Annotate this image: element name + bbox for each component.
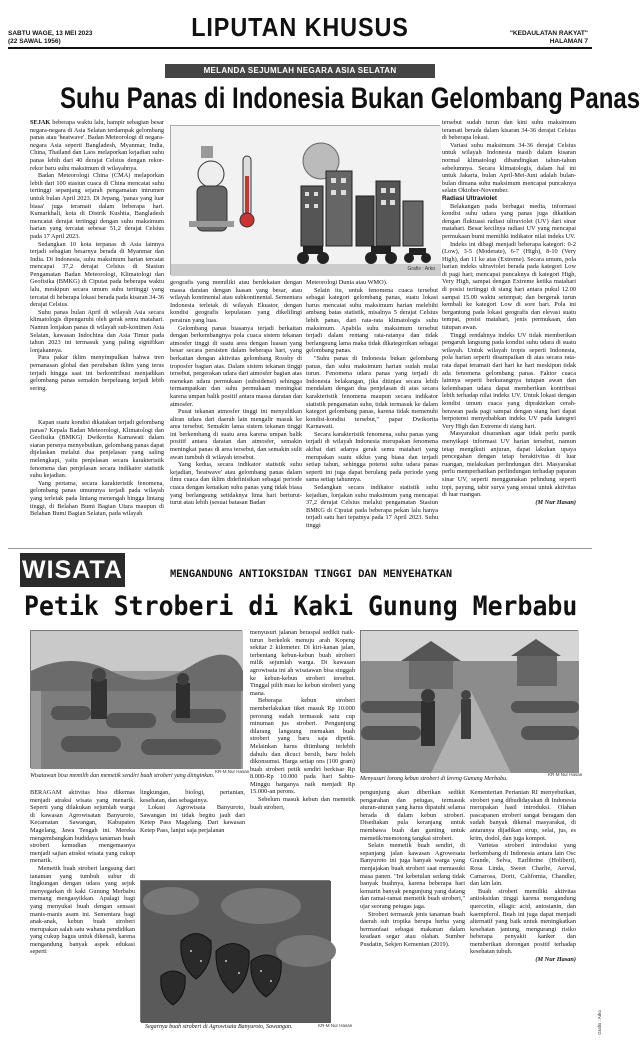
article2-col2-para-1: lingkungan, biologi, pertanian, kesehatan, dan sebagainya.	[140, 789, 245, 804]
article2-col3-para-2: Beberapa kebun stroberi memberlakukan tiket masuk Rp 10.000 perorang sudah termasuk satu cup minuman jus stroberi. Pengunjung dilarang langsung memakan buah stroberi yang baru saja dipetik. Melainkan harus ditimbang terlebih dahulu dan dicuci bersih, baru boleh dikonsumsi. Harga setiap ons (100 gram) buah stroberi petik sendiri berkisar Rp 8.000-Rp 10.000 pada hari Sabtu-Minggu harganya naik menjadi Rp 15.000-an perons.	[250, 697, 355, 796]
article1-col3-para-2: Selain itu, untuk fenomena cuaca tersebut sebagai kategori gelombang panas, suatu lokasi harus mencatat suhu maksimum harian melebihi ambang batas statistik, misalnya 5 derajat Celsius lebih panas, dari rata-rata klimatologis suhu maksimum. Apabila suhu maksimum tersebut terjadi dalam rentang rata-ratanya dan tidak berlangsung lama maka tidak dikategorikan sebagai gelombang panas.	[306, 286, 438, 355]
article1-column-2	[170, 279, 302, 541]
article2-col4-para-1: pengunjung akan diberikan sedikit pengarahan dan petugas, termasuk aturan-aturan yang harus dipatuhi selama berada di dalam kebun stroberi. Disediakan pula keranjang untuk membawa buah dan gunting untuk memetik/memotong tangkai stroberi.	[360, 789, 465, 842]
article1-col4-para-5: Tinggi rendahnya indeks UV tidak memberikan pengaruh langsung pada kondisi suhu udara di suatu wilayah. Untuk wilayah tropis seperti Indonesia, pola harian seperti disampaikan di atas secara rata-rata dapat teramati dari hari ke hari meskipun tidak ada fenomena gelombang panas. Faktor cuaca lainnya seperti berkurangnya tutupan awan dan kelembapan udara dapat memberikan kontribusi lebih terhadap nilai indeks UV. Untuk lokasi dengan kondisi umum cuaca yang dipraktekan cerah-berawan pada pagi sampai dengan siang hari dapat berpotensi menyebabkan indeks UV pada kategori Very High dan Extreme di siang hari.	[442, 331, 576, 430]
wisata-section-label: WISATA	[20, 553, 125, 587]
article2-kicker: MENGANDUNG ANTIOKSIDAN TINGGI DAN MENYEHATKAN	[170, 569, 453, 581]
photo-picking-icon	[31, 631, 243, 769]
article2-col4-para-3: Stroberi termasuk jenis tanaman buah daerah sub tropika berupa herba yang bermanfaat sebagai makanan dalam keadaan segar atau olahan. Sumber Pusdatin, Sekjen Kementan (2019).	[360, 910, 465, 948]
article2-col2-para-2: Lokasi Agrowisata Banyuroto, Sawangan ini tidak begitu jauh dari Ketep Pass Magelang. Dari kawasan Ketep Pass, lanjut saja perjalanan	[140, 804, 245, 834]
article1-column-1	[30, 119, 164, 419]
side-graphic-credit: Grafis : Arko	[597, 1010, 602, 1035]
article2-column-4	[360, 789, 465, 1034]
article1-col3-para-5: Sedangkan secara indikator statistik suhu kejadian, lonjakan suhu maksimum yang mencapai 37,2 derajat Celsius melalui pengamatan Stasiun BMKG di Ciputat pada beberapa pekan lalu hanya terjadi satu hari tepatnya pada 17 April 2023. Suhu tinggi	[306, 484, 438, 529]
article2-col4-para-2: Selain memetik buah sendiri, di sepanjang jalan kawasan Agrowesata Banyuroto ini juga banyak warga yang menjajakan buah stroberi saat memasuki masa panen. "Ini kebetulan sedang tidak banyak buahnya, karena beberapa hari kemarin banyak pengunjung yang datang dan ramai-ramai memetik buah stroberi," ujar seorang petugas jaga.	[360, 842, 465, 910]
paper-name: "KEDAULATAN RAKYAT"	[509, 30, 588, 37]
article1-col4-para-1: tersebut sudah turun dan kini suhu maksimum teramati berada dalam kisaran 34-36 derajat Celsius di beberapa lokasi.	[442, 119, 576, 142]
article2-col1-para-2: Memetik buah stroberi langsung dari tanaman yang tumbuh subur di lingkungan dengan udara yang sejuk menyegarkan di kaki Gunung Merbabu memang mengasyikkan. Apalagi bagi yang menyukai buah dengan sensasi manis-manis asam ini. Sementara bagi anak-anak, kebun buah stroberi merupakan salah satu wahana pendidikan yang cukup bagus untuk dikenali, karena mengandung banyak aspek edukasi seperti	[30, 864, 135, 956]
photo3-credit: KR-M Nur Hasan	[318, 1023, 353, 1028]
article1-col3-para-4: Secara karakteristik fenomena, suhu panas yang terjadi di wilayah Indonesia merupakan fenomena akibat dari adanya gerak semu matahari yang merupakan suatu siklus yang biasa dan terjadi setiap tahun, sehingga potensi suhu udara panas seperti ini juga dapat berulang pada periode yang sama setiap tahunnya.	[306, 430, 438, 484]
article1-col1-para-2: Badan Meteorologi China (CMA) melaporkan lebih dari 100 stasiun cuaca di China mencatat suhu tertinggi sepanjang sejarah pengamatan intrumen untuk bulan April 2023. Di Jepang, 'panas yang luar biasa' juga teramati dalam beberapa hari. Kumarkhali, kota di Distrik Kushtia, Bangladesh mencatat derajat tertinggi dengan suhu maksimum harian yang tercatat sebesar 51,2 derajat Celsius pada 17 April 2023.	[30, 172, 164, 240]
article1-illustration	[170, 125, 440, 275]
article1-col2-para-3: Pusat tekanan atmosfer tinggi ini menyulitkan aliran udara dari daerah lain mengalir masuk ke area tersebut. Semakin lama sistem tekanan tinggi ini berkembang di suatu area karena umpan balik positif antara daratan dan atmosfer, semakin meningkat panas di area tersebut, dan semakin sulit awan tumbuh di wilayah tersebut.	[170, 408, 302, 461]
photo1-credit: KR-M Nur Hasan	[215, 769, 250, 774]
article1-col1-para-6: Kapan suatu kondisi dikatakan terjadi gelombang panas? Kepala Badan Meteorologi, Klimatologi dan Geofisika (BMKG) Dwikorita Karnawati dalam siaran persnya menyebutkan, gelombang panas dapat dijelaskan melalui dua penjelasan yang saling melengkapi, yaitu penjelasan secara karakteristik fenomena dan penjelasan secara indikator statistik suhu kejadian.	[30, 419, 164, 480]
article1-col4-para-6: Masyarakat disarankan agar tidak perlu panik menyikapi informasi UV harian tersebut, namun tetap mengikuti anjuran, dapat lakukan upaya pencegahan dengan tetap beraktivitas di luar ruangan, melakukan perlindungan diri. Masyarakat perlu memperhatikan perlindungan terhadap paparan sinar UV, seperti menggunakan pelindung seperti topi, payung, tabir surya yang sesuai untuk aktivitas di luar ruangan.	[442, 430, 576, 499]
photo-strawberries	[140, 880, 330, 1022]
article2-col1-para-1: BERAGAM aktivitas bisa dikemas menjadi atraksi wisata yang menarik. Seperti yang dilakukan sejumlah warga di kawasan Agrowisatan Banyuroto, Kecamatan Sawangan, Kabupaten Magelang, Jawa Tengah ini. Mereka mengembangkan budidaya tanaman buah stroberi kemudian mengemasnya menjadi sajian atraksi wisata yang cukup menarik.	[30, 789, 135, 865]
illustration-credit: Grafis : Arko	[407, 266, 435, 272]
article1-column-4	[442, 119, 576, 541]
article2-column-1	[30, 789, 135, 1044]
article1-col3-para-3: "Suhu panas di Indonesia bukan gelombang panas, dan suhu maksimum harian sudah mulai turun. Fenomena udara panas yang terjadi di Indonesia belakangan, jika ditinjau secara lebih mendalam dengan dua penjelasan di atas secara karakteristik fenomena maupun secara indikator statistik pengamatan suhu, tidak termasuk ke dalam kategori gelombang panas, karena tidak memenuhi kondisi-kondisi tersebut," papar Dwikorita Karnawati.	[306, 354, 438, 431]
article2-byline: (M Nur Hasan)	[535, 956, 576, 964]
article1-col4-para-4: Indeks ini dibagi menjadi beberapa kategori: 0-2 (Low), 3-5 (Moderate), 6-7 (High), 8-10 (Very High), dan 11 ke atas (Extreme). Secara umum, pola harian indeks ultraviolet berada pada kategori Low di pagi hari; mencapai puncaknya di kategori High, Very High, sampai dengan Extreme ketika matahari di posisi tertinggi di siang hari antara pukul 12.00 sampai 15.00 waktu setempat; dan bergerak turun kembali ke kategori Low di sore hari. Pola ini bergantung pada lokasi geografis dan elevasi suatu tempat, posisi matahari, jenis permukaan, dan tutupan awan.	[442, 240, 576, 332]
article1-col4-para-3: Belakangan pada berbagai media, informasi kondisi suhu udara yang panas juga dikaitkan dengan fluktuasi radiasi ultraviolet (UV) dari sinar matahari. Besar kecilnya radiasi UV yang mencapai permukaan bumi memiliki indikator nilai indeks UV.	[442, 202, 576, 240]
photo-strawberry-picking	[30, 630, 242, 768]
article1-col4-para-2: Variasi suhu maksimum 34-36 derajat Celsius untuk wilayah Indonesia masih dalam kisaran normal klimatologi dibandingkan tahun-tahun sebelumnya. Secara klimatologis, dalam hal ini untuk Jakarta, bulan April-Mei-Juni adalah bulan-bulan dimana suhu maksimum mencapai puncaknya selain Oktober-November.	[442, 141, 576, 195]
masthead-rule	[8, 47, 592, 49]
hijri-date: (22 SAWAL 1956)	[8, 38, 61, 45]
article2-column-3	[250, 629, 355, 874]
article1-col1-text-1: beberapa waktu lalu, hampir sebagian besar negara-negara di Asia Selatan terdampak gelombang panas atau 'heatwave'. Badan Meteorologi di negara-negara Asia seperti Bangladesh, Myanmar, India, China, Thailand dan Laos melaporkan kejadian suhu panas lebih dari 40 derajat Celsius dengan rekor-rekor baru suhu maksimum di wilayahnya.	[30, 119, 164, 172]
photo-lane-icon	[361, 631, 579, 773]
article1-col2-para-1: geografis yang memiliki atau berdekatan dengan massa daratan dengan luasan yang besar, atau wilayah kontinental atau subkontinental. Sementara Indonesia terletak di wilayah Ekuator, dengan kondisi geografis kepulauan yang dikelilingi perairan yang luas.	[170, 279, 302, 324]
photo2-credit: KR-M Nur Hasan	[548, 772, 583, 777]
article2-column-2	[140, 789, 245, 875]
article2-col3-para-1: menyusuri jalanan beraspal sedikit naik-turun berkelok menuju arah Kopeng sekitar 2 kilometer. Di kiri-kanan jalan, terbentang kebun-kebun buah stroberi milik sejumlah warga. Di kawasan agrowisata ini ah wisatawan bisa singgah ke kebun-kebun stroberi tersebut. Tinggal pilih mau ke kebun stroberi yang mana.	[250, 629, 355, 697]
article2-col5-para-1: Kementerian Pertanian RI menyebutkan, stroberi yang dibudidayakan di Indonesia merupakan hasil introduksi. Olahan pascapanen stroberi sangat beragam dan sudah banyak dikenal masyarakat, di antaranya dijadikan sirup, selai, jus, es krim, dodol, dan juga kompot.	[470, 789, 576, 842]
article2-col5-para-3: Buah stroberi memiliki aktivitas antioksidan tinggi karena mengandung quercetin, ellagic acid, antosianin, dan kaempferol. Buah ini juga dapat menjadi alternatif yang baik untuk meningkatkan kesehatan jantung, mengurangi risiko beberapa penyakit kanker dan memberikan dorongan positif terhadap kesehatan tubuh.	[470, 887, 576, 956]
article2-column-5	[470, 789, 576, 1034]
article1-col1-para-1	[30, 119, 164, 172]
article1-col1-para-4: Suhu panas bulan April di wilayah Asia secara klimatologis dipengaruhi oleh gerak semu matahari. Namun lonjakan panas di wilayah sub-kontinen Asia Selatan, kawasan Indochina dan Asia Timur pada tahun 2023 ini termasuk yang paling signifikan lonjakannya.	[30, 308, 164, 354]
masthead	[0, 0, 600, 56]
article1-lead-word: SEJAK	[30, 119, 51, 126]
article2-headline: Petik Stroberi di Kaki Gunung Merbabu	[24, 591, 578, 622]
photo2-caption: Menyusuri lorong kebun stroberi di lereng Gunung Merbabu.	[360, 776, 508, 782]
photo3-caption: Segarnya buah stroberi di Agrowisata Banyuroto, Sawangan.	[145, 1024, 293, 1030]
article1-column-3	[306, 279, 438, 541]
article1-byline: (M Nur Hasan)	[535, 498, 576, 506]
article1-col1-para-7: Yang pertama, secara karakteristik fenomena, gelombang panas umumnya terjadi pada wilayah yang terletak pada lintang menengah hingga lintang tinggi, di Belahan Bumi Bagian Utara maupun di Belahan Bumi Bagian Selatan, pada wilayah	[30, 479, 164, 518]
masthead-paper-block	[510, 30, 588, 46]
article1-kicker: MELANDA SEJUMLAH NEGARA ASIA SELATAN	[165, 64, 435, 78]
section-divider	[8, 548, 592, 549]
section-title: LIPUTAN KHUSUS	[191, 12, 409, 42]
article1-subheading: Radiasi Ultraviolet	[442, 194, 497, 202]
article1-col2-para-2: Gelombang panas biasanya terjadi berkaitan dengan berkembangnya pola cuaca sistem tekanan atmosfer tinggi di suatu area dengan luasan yang besar secara persisten dalam beberapa hari, yang berkaitan dengan aktivitas gelombang Rossby di troposfer bagian atas. Dalam sistem tekanan tinggi tersebut, pergerakan udara dari atmosfer bagian atas menekan udara permukaan (subsidensi) sehingga termampatkan dan suhu permukaan meningkat karena umpan balik positif antara massa daratan dan atmosfer.	[170, 324, 303, 408]
article1-col2-para-4: Yang kedua, secara indikator statistik suhu kejadian, 'heatwave' atau gelombang panas dalam ilmu cuaca dan iklim didefinisikan sebagai periode cuaca dengan kenaikan suhu panas yang tidak biasa yang berlangsung setidaknya lima hari berturut-turut atau lebih (sesuai batasan Badan	[170, 461, 302, 507]
heatwave-illustration-icon	[171, 126, 441, 276]
page-number: HALAMAN 7	[549, 38, 588, 45]
article2-col5-para-2: Varietas stroberi introduksi yang berkembang di Indonesia antara lain Osc Grande, Selva, Earlibrine (Holibert), Rosa Linda, Sweet Charlie, Aerval, Camarosa, Dorit, California, Chandler, dan lain lain.	[470, 842, 576, 888]
article1-column-1-cont	[30, 419, 164, 540]
article1-col1-para-3: Sedangkan 10 kota terpanas di Asia lainnya terjadi sebagian besarnya berada di Myanmar dan India. Di Indonesia, suhu maksimum harian tercatat mencapai 37,2 derajat Celsius di Stasiun Pengamatan Badan Meteorologi, Klimatologi dan Geofisika (BMKG) di Ciputat pada beberapa waktu lalu, meskipun secara umum suhu tertinggi yang tercatat di beberapa lokasi berada pada kisaran 34-36 derajat Celsius.	[30, 240, 164, 309]
article2-col3-para-3: Sebelum masuk kebun dan memetik buah stroberi,	[250, 796, 355, 811]
photo1-caption: Wisatawan bisa memilih dan memetik sendiri buah stroberi yang diinginkan.	[30, 773, 215, 779]
photo-strawberries-icon	[141, 881, 331, 1023]
article1-col3-para-1: Meteorologi Dunia atau WMO).	[306, 279, 388, 286]
article1-headline: Suhu Panas di Indonesia Bukan Gelombang Panas	[60, 82, 640, 115]
article1-col1-para-5: Para pakar iklim menyimpulkan bahwa tren pemanasan global dan perubahan iklim yang terus terjadi hingga saat ini berkontribusi menjadikan gelombang panas semakin berpeluang terjadi lebih sering.	[30, 354, 164, 392]
issue-date: SABTU WAGE, 13 MEI 2023	[8, 30, 93, 37]
photo-strawberry-lane	[360, 630, 578, 772]
